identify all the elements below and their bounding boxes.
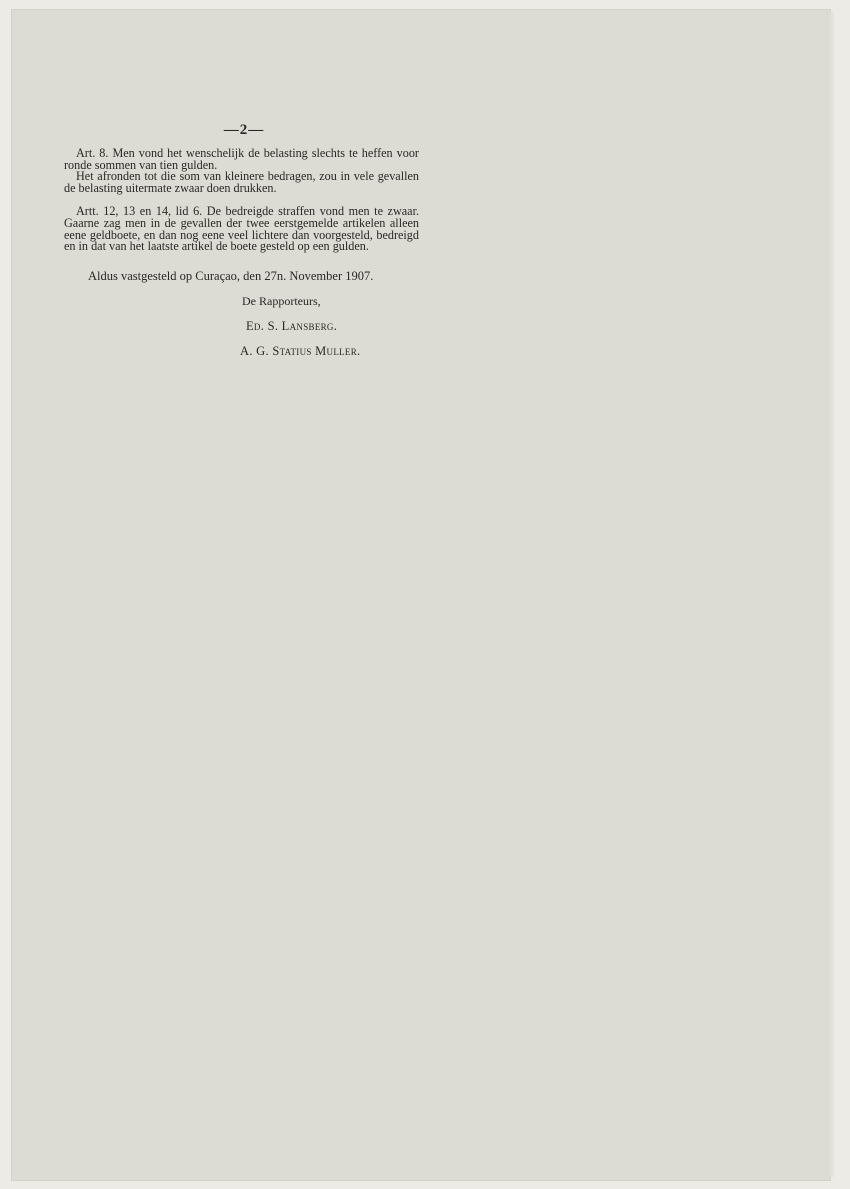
article-8-paragraph-1: Art. 8. Men vond het wenschelijk de belasting slechts te heffen voor ronde sommen van tien gulden. bbox=[64, 146, 419, 172]
page-edge bbox=[826, 12, 834, 1177]
document-body bbox=[64, 122, 419, 359]
articles-12-14 bbox=[64, 206, 419, 252]
article-8 bbox=[64, 148, 419, 194]
closing-statement: Aldus vastgesteld op Curaçao, den 27n. November 1907. bbox=[88, 268, 374, 283]
rapporteurs-label: De Rapporteurs, bbox=[242, 293, 321, 308]
article-8-paragraph-2: Het afronden tot die som van kleinere bedragen, zou in vele gevallen de belasting uitermate zwaar doen drukken. bbox=[64, 169, 419, 195]
articles-12-14-paragraph: Artt. 12, 13 en 14, lid 6. De bedreigde straffen vond men te zwaar. Gaarne zag men in de gevallen der twee eerstgemelde artikelen alleen eene geldboete, en dan nog eene veel lichtere dan voorgesteld, bedreigd en in dat van het laatste artikel de boete gesteld op een gulden. bbox=[64, 204, 419, 254]
signatory-lansberg: Ed. S. Lansberg. bbox=[246, 318, 338, 333]
signatory-statius-muller: A. G. Statius Muller. bbox=[240, 343, 361, 358]
page-number: —2— bbox=[223, 122, 265, 138]
